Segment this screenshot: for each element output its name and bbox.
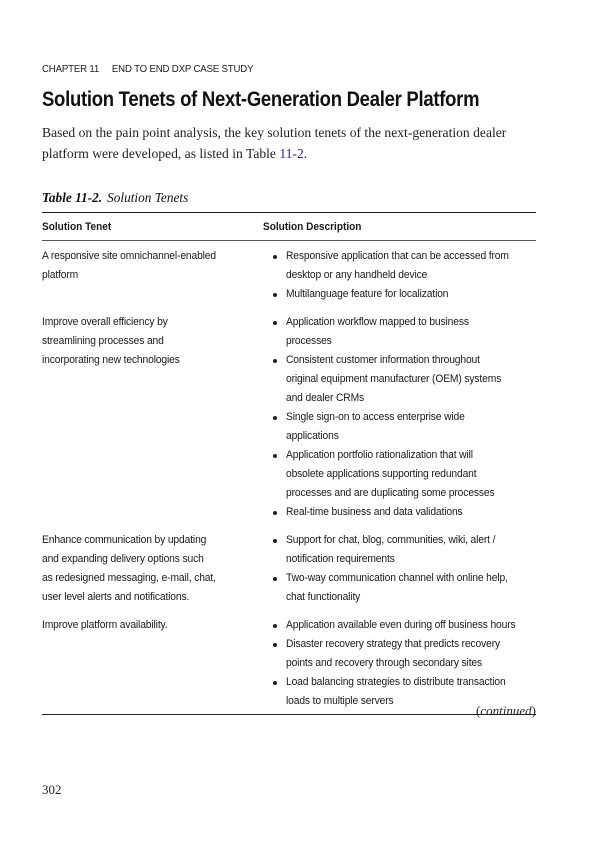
- solution-tenet-cell: A responsive site omnichannel-enabled platform: [42, 250, 216, 281]
- bullet-item: Disaster recovery strategy that predicts recovery points and recovery through secondary sites: [271, 635, 536, 673]
- intro-line-2: platform were developed, as listed in Table: [42, 145, 280, 161]
- intro-paragraph: Based on the pain point analysis, the key solution tenets of the next-generation dealer platform were developed, as listed in Table 11-2.: [42, 125, 507, 161]
- table-caption: [42, 190, 188, 206]
- bullet-item: Responsive application that can be accessed from desktop or any handheld device: [271, 247, 536, 285]
- bullet-item: Consistent customer information throughout original equipment manufacturer (OEM) systems and dealer CRMs: [271, 351, 536, 408]
- table-row: [42, 525, 536, 610]
- column-header-solution-tenet: Solution Tenet: [42, 220, 112, 233]
- bullet-item: Support for chat, blog, communities, wiki, alert / notification requirements: [271, 531, 536, 569]
- column-header-solution-description: Solution Description: [263, 220, 362, 233]
- solution-tenets-table: [42, 212, 536, 715]
- table-row: [42, 241, 536, 307]
- bullet-item: Real-time business and data validations: [271, 503, 536, 522]
- solution-tenet-cell: Enhance communication by updating and expanding delivery options such as redesigned messaging, e-mail, chat, user level alerts and notifications.: [42, 534, 216, 603]
- description-bullet-list: [271, 531, 536, 607]
- solution-tenet-cell: Improve overall efficiency by streamlining processes and incorporating new technologies: [42, 316, 180, 366]
- solution-description-cell: [271, 313, 536, 522]
- table-caption-text: Solution Tenets: [107, 190, 189, 205]
- solution-description-cell: [271, 616, 536, 711]
- running-head: [42, 63, 253, 75]
- intro-line-1: Based on the pain point analysis, the key solution tenets of the next-generation dealer: [42, 125, 507, 140]
- table-cross-reference-link[interactable]: 11-2: [279, 145, 304, 161]
- page-number: 302: [42, 782, 62, 797]
- table-row: [42, 307, 536, 525]
- solution-description-cell: [271, 247, 536, 304]
- bullet-item: Application workflow mapped to business processes: [271, 313, 536, 351]
- section-title: Solution Tenets of Next-Generation Dealer Platform: [42, 88, 480, 111]
- chapter-title: END TO END DXP CASE STUDY: [111, 63, 254, 75]
- chapter-number: CHAPTER 11: [42, 63, 100, 75]
- bullet-item: Two-way communication channel with online help, chat functionality: [271, 569, 536, 607]
- description-bullet-list: [271, 616, 536, 711]
- table-header-row: [42, 213, 536, 241]
- bullet-item: Multilanguage feature for localization: [271, 285, 536, 304]
- solution-description-cell: [271, 531, 536, 607]
- solution-tenet-cell: Improve platform availability.: [42, 619, 168, 631]
- table-row: [42, 610, 536, 714]
- bullet-item: Application available even during off business hours: [271, 616, 536, 635]
- bullet-item: Load balancing strategies to distribute transaction loads to multiple servers: [271, 673, 536, 711]
- table-continued-note: (continued): [476, 703, 536, 718]
- bullet-item: Single sign-on to access enterprise wide applications: [271, 408, 536, 446]
- bullet-item: Application portfolio rationalization that will obsolete applications supporting redundant processes and are duplicating some processes: [271, 446, 536, 503]
- table-caption-label: Table 11-2.: [42, 190, 103, 205]
- description-bullet-list: [271, 313, 536, 522]
- description-bullet-list: [271, 247, 536, 304]
